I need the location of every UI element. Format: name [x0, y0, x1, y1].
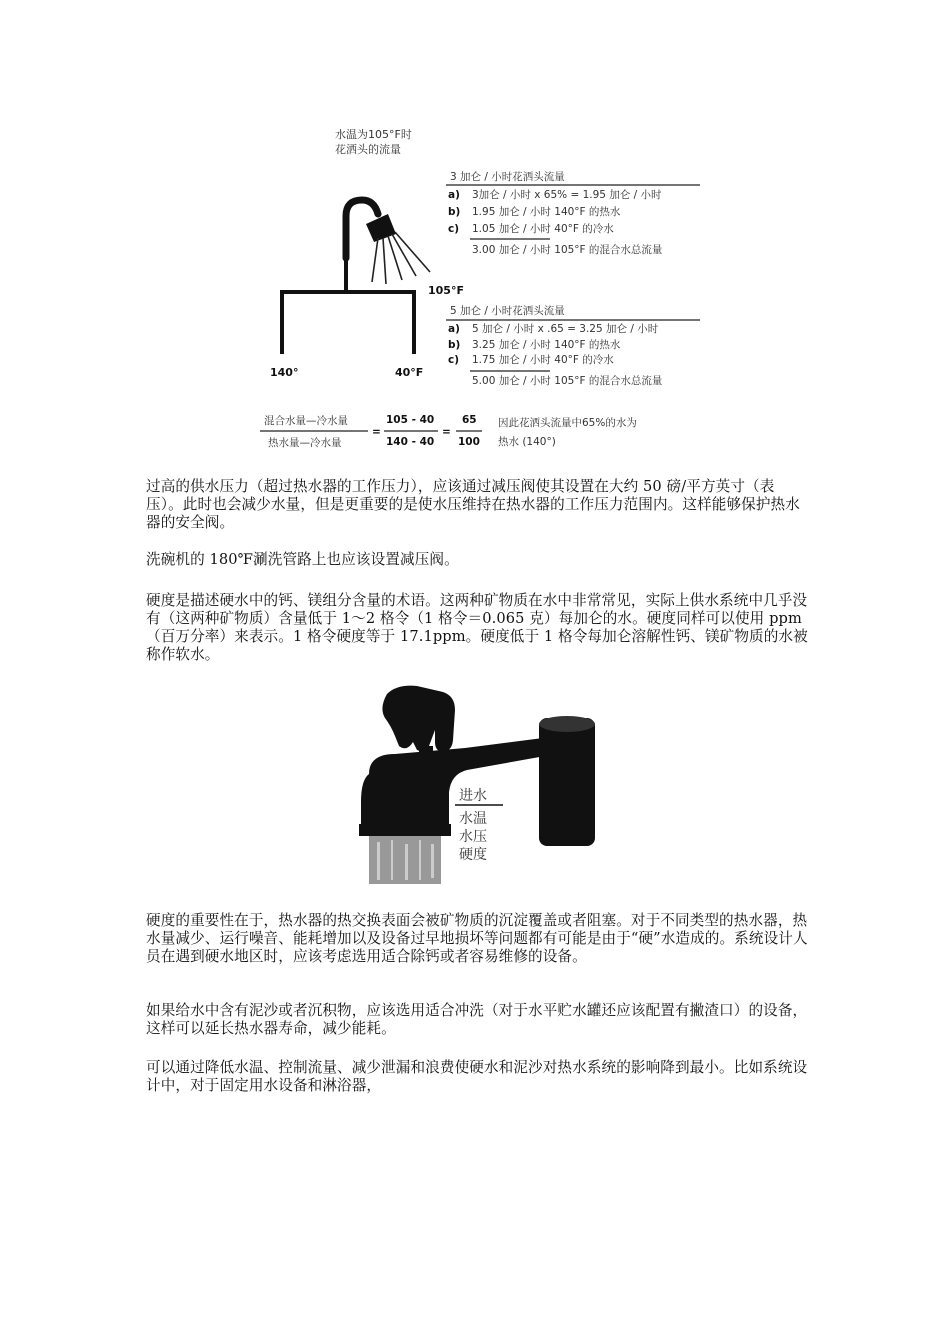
formula-num-label: 混合水量—冷水量 — [264, 415, 348, 427]
svg-text:=: = — [442, 426, 451, 438]
formula-den-result: 100 — [458, 436, 480, 448]
case-b-row-a: 5 加仑 / 小时 x .65 = 3.25 加仑 / 小时 — [472, 323, 659, 335]
hand-icon — [382, 686, 455, 752]
label-pressure: 水压 — [459, 829, 487, 845]
paragraph-sediment: 如果给水中含有泥沙或者沉积物，应该选用适合冲洗（对于水平贮水罐还应该配置有撇渣口）的设备，这样可以延长热水器寿命，减少能耗。 — [146, 1002, 808, 1037]
figure-caption-line2: 花洒头的流量 — [335, 143, 401, 156]
case-3gph — [446, 170, 700, 256]
shower-temp-label: 105°F — [428, 284, 464, 297]
svg-text:=: = — [372, 426, 381, 438]
formula-conclusion-2: 热水 (140°) — [498, 436, 556, 448]
hot-temp-label: 140° — [270, 366, 299, 379]
pipe-lines — [282, 258, 414, 354]
case-a-header: 3 加仑 / 小时花洒头流量 — [450, 171, 565, 183]
label-inlet: 进水 — [459, 788, 487, 804]
svg-text:b): b) — [448, 206, 461, 218]
paragraph-hardness: 硬度是描述硬水中的钙、镁组分含量的术语。这两种矿物质在水中非常常见，实际上供水系统中几乎没有（这两种矿物质）含量低于 1～2 格令（1 格令＝0.065 克）每加仑的水。硬度同样可以使用 ppm（百万分率）来表示。1 格令硬度等于 17.1ppm。硬度低于 1 格令每加仑溶解性钙、镁矿物质的水被称作软水。 — [146, 592, 808, 663]
svg-text:a): a) — [448, 323, 460, 335]
svg-text:a): a) — [448, 189, 460, 201]
paragraph-mitigation: 可以通过降低水温、控制流量、减少泄漏和浪费使硬水和泥沙对热水系统的影响降到最小。比如系统设计中，对于固定用水设备和淋浴器， — [146, 1059, 808, 1094]
case-a-row-a: 3加仑 / 小时 x 65% = 1.95 加仑 / 小时 — [472, 189, 662, 201]
figure-caption-line1: 水温为105°F时 — [335, 128, 412, 141]
case-a-total: 3.00 加仑 / 小时 105°F 的混合水总流量 — [472, 244, 663, 256]
case-a-row-b: 1.95 加仑 / 小时 140°F 的热水 — [472, 206, 621, 218]
case-a-row-c: 1.05 加仑 / 小时 40°F 的冷水 — [472, 223, 614, 235]
case-b-header: 5 加仑 / 小时花洒头流量 — [450, 305, 565, 317]
paragraph-pressure: 过高的供水压力（超过热水器的工作压力），应该通过减压阀使其设置在大约 50 磅/平方英寸（表压）。此时也会减少水量，但是更重要的是使水压维持在热水器的工作压力范围内。这样能够保护热水器的安全阀。 — [146, 478, 800, 531]
shower-flow-diagram — [250, 118, 720, 458]
svg-text:c): c) — [448, 354, 460, 366]
case-5gph — [446, 304, 700, 387]
case-b-row-b: 3.25 加仑 / 小时 140°F 的热水 — [472, 339, 621, 351]
svg-text:c): c) — [448, 223, 460, 235]
formula-conclusion-1: 因此花洒头流量中65%的水为 — [498, 417, 637, 429]
formula-num-value: 105 - 40 — [386, 414, 435, 426]
case-b-row-c: 1.75 加仑 / 小时 40°F 的冷水 — [472, 354, 614, 366]
mixing-formula — [260, 414, 637, 449]
formula-den-label: 热水量—冷水量 — [268, 437, 342, 449]
svg-text:b): b) — [448, 339, 461, 351]
paragraph-hardness-importance: 硬度的重要性在于，热水器的热交换表面会被矿物质的沉淀覆盖或者阻塞。对于不同类型的热水器，热水量减少、运行噪音、能耗增加以及设备过早地损坏等问题都有可能是由于“硬”水造成的。系统设计人员在遇到硬水地区时，应该考虑选用适合除钙或者容易维修的设备。 — [146, 912, 808, 965]
faucet-diagram — [355, 684, 605, 886]
shower-head-icon — [346, 200, 430, 284]
paragraph-dishwasher: 洗碗机的 180℉涮洗管路上也应该设置减压阀。 — [146, 551, 459, 568]
cold-temp-label: 40°F — [395, 366, 424, 379]
formula-num-result: 65 — [462, 414, 477, 426]
case-b-total: 5.00 加仑 / 小时 105°F 的混合水总流量 — [472, 375, 663, 387]
label-temperature: 水温 — [459, 811, 487, 827]
label-hardness: 硬度 — [459, 847, 487, 863]
formula-den-value: 140 - 40 — [386, 436, 435, 448]
